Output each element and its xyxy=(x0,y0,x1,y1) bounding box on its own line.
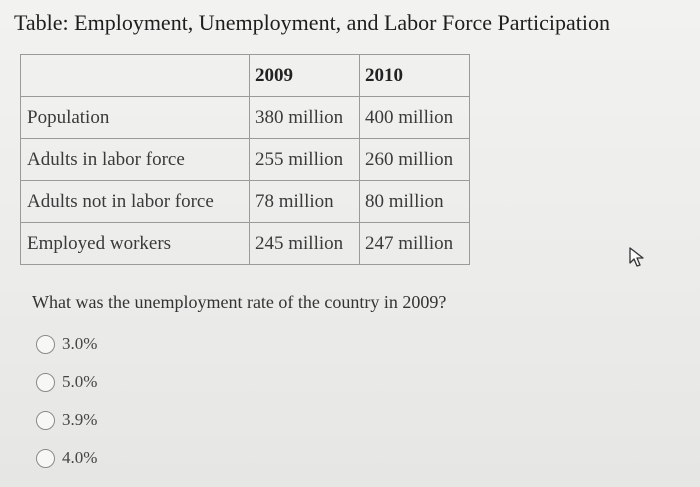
table-row xyxy=(21,139,470,181)
question-text: What was the unemployment rate of the country in 2009? xyxy=(32,292,447,312)
cell-2009: 255 million xyxy=(250,139,360,181)
radio-circle-icon[interactable] xyxy=(36,373,55,392)
radio-circle-icon[interactable] xyxy=(36,335,55,354)
cell-2010: 247 million xyxy=(360,223,470,265)
answer-option-2[interactable] xyxy=(36,372,97,392)
answer-option-4[interactable] xyxy=(36,448,97,468)
table-header-row xyxy=(21,55,470,97)
option-label[interactable]: 3.0% xyxy=(62,334,98,353)
answer-option-1[interactable] xyxy=(36,334,97,354)
header-cell-2009: 2009 xyxy=(250,55,360,97)
cell-2009: 245 million xyxy=(250,223,360,265)
cell-2010: 400 million xyxy=(360,97,470,139)
cell-2010: 260 million xyxy=(360,139,470,181)
radio-circle-icon[interactable] xyxy=(36,411,55,430)
header-cell-empty xyxy=(21,55,250,97)
cell-2009: 78 million xyxy=(250,181,360,223)
radio-circle-icon[interactable] xyxy=(36,449,55,468)
answer-option-3[interactable] xyxy=(36,410,97,430)
option-label[interactable]: 3.9% xyxy=(62,410,98,429)
table-row xyxy=(21,223,470,265)
mouse-pointer-icon xyxy=(628,246,646,273)
row-label: Adults not in labor force xyxy=(21,181,250,223)
option-label[interactable]: 4.0% xyxy=(62,448,98,467)
cell-2010: 80 million xyxy=(360,181,470,223)
cell-2009: 380 million xyxy=(250,97,360,139)
header-cell-2010: 2010 xyxy=(360,55,470,97)
data-table xyxy=(20,54,470,265)
option-label[interactable]: 5.0% xyxy=(62,372,98,391)
row-label: Population xyxy=(21,97,250,139)
table-row xyxy=(21,97,470,139)
table-row xyxy=(21,181,470,223)
row-label: Adults in labor force xyxy=(21,139,250,181)
row-label: Employed workers xyxy=(21,223,250,265)
page-title: Table: Employment, Unemployment, and Labor Force Participation xyxy=(14,10,610,35)
